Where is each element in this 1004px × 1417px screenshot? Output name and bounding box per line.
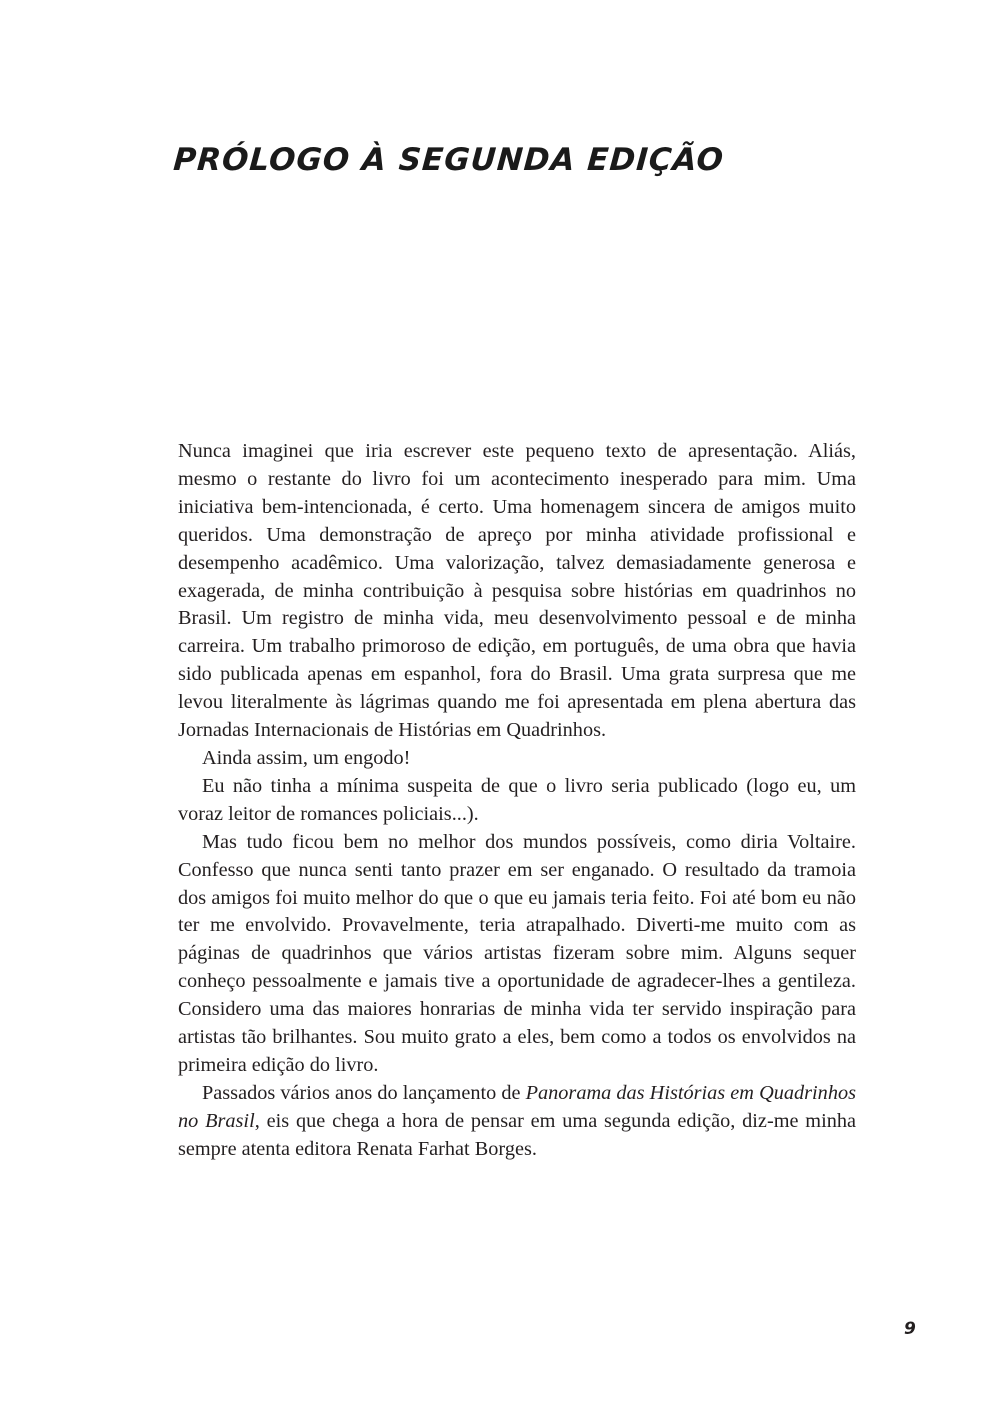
page-title: PRÓLOGO À SEGUNDA EDIÇÃO xyxy=(172,142,726,178)
paragraph-5-end: , eis que chega a hora de pensar em uma segunda edição, diz-me minha sempre atenta editora Renata Farhat Borges. xyxy=(178,1109,856,1160)
paragraph-5 xyxy=(178,1080,856,1164)
body-text xyxy=(178,438,856,1164)
paragraph-3: Eu não tinha a mínima suspeita de que o livro seria publicado (logo eu, um voraz leitor de romances policiais...). xyxy=(178,774,856,825)
paragraph-5-start: Passados vários anos do lançamento de xyxy=(202,1081,526,1104)
book-title-italic: Panorama das Histórias em Quadrinhos no Brasil xyxy=(178,1081,856,1132)
page-number: 9 xyxy=(904,1319,916,1339)
paragraph-4: Mas tudo ficou bem no melhor dos mundos possíveis, como diria Voltaire. Confesso que nunca senti tanto prazer em ser enganado. O resultado da tramoia dos amigos foi muito melhor do que o que eu jamais teria feito. Foi até bom eu não ter me envolvido. Provavelmente, teria atrapalhado. Diverti-me muito com as páginas de quadrinhos que vários artistas fizeram sobre mim. Alguns sequer conheço pessoalmente e jamais tive a oportunidade de agradecer-lhes a gentileza. Considero uma das maiores honrarias de minha vida ter servido inspiração para artistas tão brilhantes. Sou muito grato a eles, bem como a todos os envolvidos na primeira edição do livro. xyxy=(178,830,856,1076)
paragraph-2: Ainda assim, um engodo! xyxy=(202,746,411,769)
paragraph-1: Nunca imaginei que iria escrever este pequeno texto de apresentação. Aliás, mesmo o restante do livro foi um acontecimento inesperado para mim. Uma iniciativa bem-intencionada, é certo. Uma homenagem sincera de amigos muito queridos. Uma demonstração de apreço por minha atividade profissional e desempenho acadêmico. Uma valorização, talvez demasiadamente generosa e exagerada, de minha contribuição à pesquisa sobre histórias em quadrinhos no Brasil. Um registro de minha vida, meu desenvolvimento pessoal e de minha carreira. Um trabalho primoroso de edição, em português, de uma obra que havia sido publicada apenas em espanhol, fora do Brasil. Uma grata surpresa que me levou literalmente às lágrimas quando me foi apresentada em plena abertura das Jornadas Internacionais de Histórias em Quadrinhos. xyxy=(178,440,856,742)
